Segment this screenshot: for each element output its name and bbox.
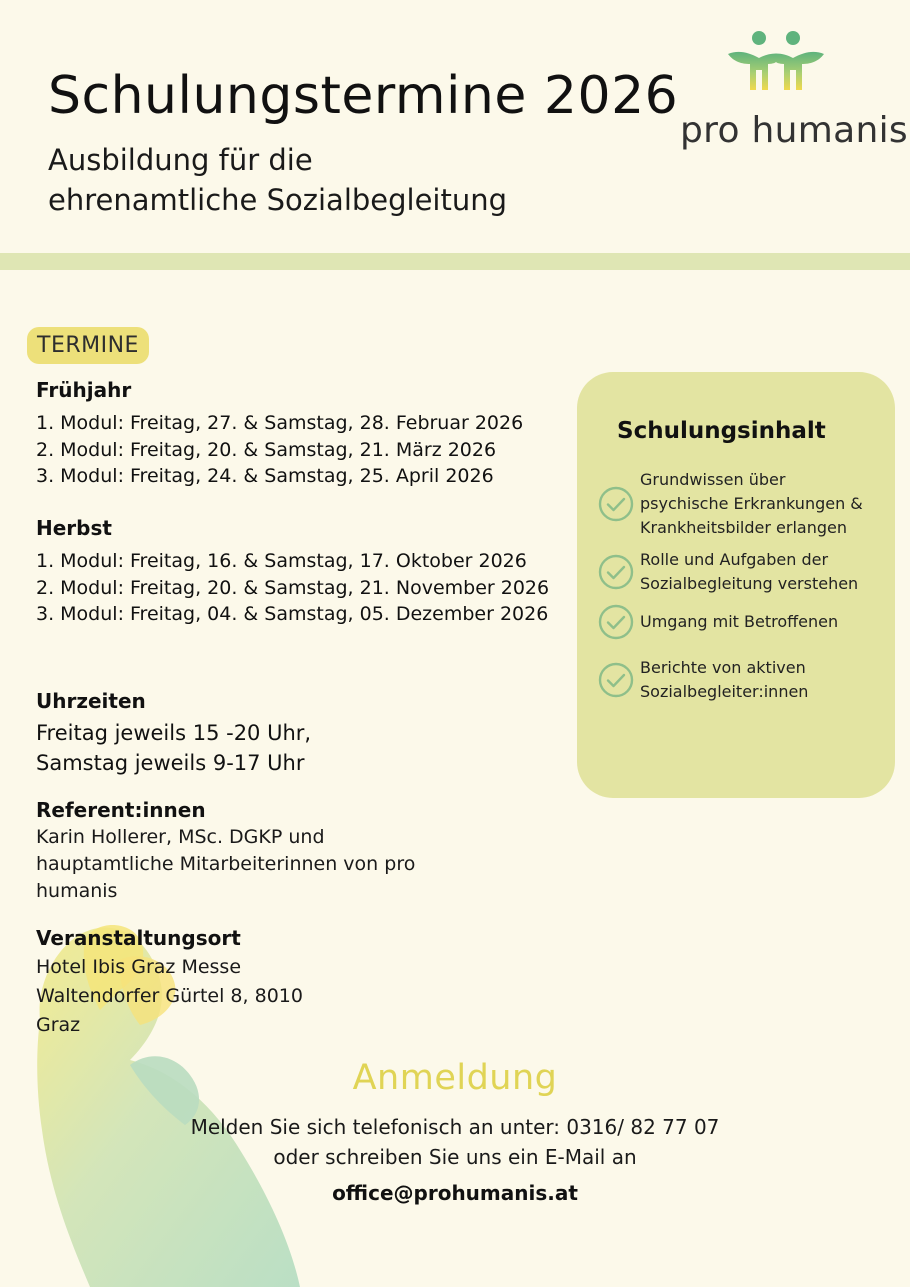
date-line: 2. Modul: Freitag, 20. & Samstag, 21. November 2026	[36, 576, 550, 599]
pro-humanis-logo	[676, 28, 908, 158]
date-line: 2. Modul: Freitag, 20. & Samstag, 21. März 2026	[36, 438, 497, 461]
list-item	[597, 603, 887, 641]
schulungsinhalt-card	[577, 372, 895, 798]
item-line: Berichte von aktiven	[640, 658, 806, 677]
section-heading-referenten: Referent:innen	[36, 798, 206, 822]
section-heading-uhrzeiten: Uhrzeiten	[36, 689, 146, 713]
section-heading-ort: Veranstaltungsort	[36, 926, 241, 950]
card-title: Schulungsinhalt	[617, 418, 826, 444]
section-heading-fruehjahr: Frühjahr	[36, 378, 132, 402]
subtitle-line: ehrenamtliche Sozialbegleitung	[48, 183, 508, 217]
item-line: Rolle und Aufgaben der	[640, 550, 829, 569]
ort-line: Hotel Ibis Graz Messe	[36, 956, 242, 978]
uhrzeiten-line: Samstag jeweils 9-17 Uhr	[36, 751, 305, 775]
herbst-dates	[36, 548, 549, 628]
date-line: 3. Modul: Freitag, 04. & Samstag, 05. Dezember 2026	[36, 603, 549, 625]
list-item	[597, 656, 887, 704]
referenten-text	[36, 824, 415, 905]
item-line: Sozialbegleiter:innen	[640, 682, 809, 701]
subtitle-line: Ausbildung für die	[48, 143, 313, 177]
logo-wordmark: pro humanis	[680, 110, 908, 151]
date-line: 3. Modul: Freitag, 24. & Samstag, 25. April 2026	[36, 465, 494, 487]
ort-line: Waltendorfer Gürtel 8, 8010	[36, 985, 303, 1007]
page-title: Schulungstermine 2026	[48, 66, 679, 126]
header-divider-band	[0, 253, 910, 270]
anmeldung-phone-line: Melden Sie sich telefonisch an unter: 0316/ 82 77 07	[190, 1115, 720, 1139]
uhrzeiten-line: Freitag jeweils 15 -20 Uhr,	[36, 721, 312, 745]
date-line: 1. Modul: Freitag, 16. & Samstag, 17. Oktober 2026	[36, 550, 527, 572]
anmeldung-title: Anmeldung	[352, 1058, 558, 1098]
check-circle-icon	[597, 553, 635, 591]
check-circle-icon	[597, 485, 635, 523]
anmeldung-email-intro: oder schreiben Sie uns ein E-Mail an	[273, 1145, 637, 1169]
termine-label: TERMINE	[27, 327, 149, 364]
item-line: Umgang mit Betroffenen	[640, 612, 839, 631]
referenten-line: humanis	[36, 880, 118, 902]
uhrzeiten-text	[36, 718, 311, 778]
list-item	[597, 548, 887, 596]
check-circle-icon	[597, 661, 635, 699]
referenten-line: hauptamtliche Mitarbeiterinnen von pro	[36, 853, 416, 875]
item-line: Grundwissen über	[640, 470, 786, 489]
list-item	[597, 468, 887, 540]
check-circle-icon	[597, 603, 635, 641]
item-line: Sozialbegleitung verstehen	[640, 574, 859, 593]
ort-text	[36, 953, 303, 1040]
date-line: 1. Modul: Freitag, 27. & Samstag, 28. Februar 2026	[36, 412, 524, 434]
people-logo-icon	[726, 28, 826, 98]
section-heading-herbst: Herbst	[36, 516, 112, 540]
email-link[interactable]: office@prohumanis.at	[332, 1181, 578, 1205]
page-subtitle	[48, 140, 608, 220]
fruehjahr-dates	[36, 410, 523, 490]
item-line: Krankheitsbilder erlangen	[640, 518, 847, 537]
item-line: psychische Erkrankungen &	[640, 494, 863, 513]
ort-line: Graz	[36, 1014, 81, 1036]
referenten-line: Karin Hollerer, MSc. DGKP und	[36, 826, 325, 848]
